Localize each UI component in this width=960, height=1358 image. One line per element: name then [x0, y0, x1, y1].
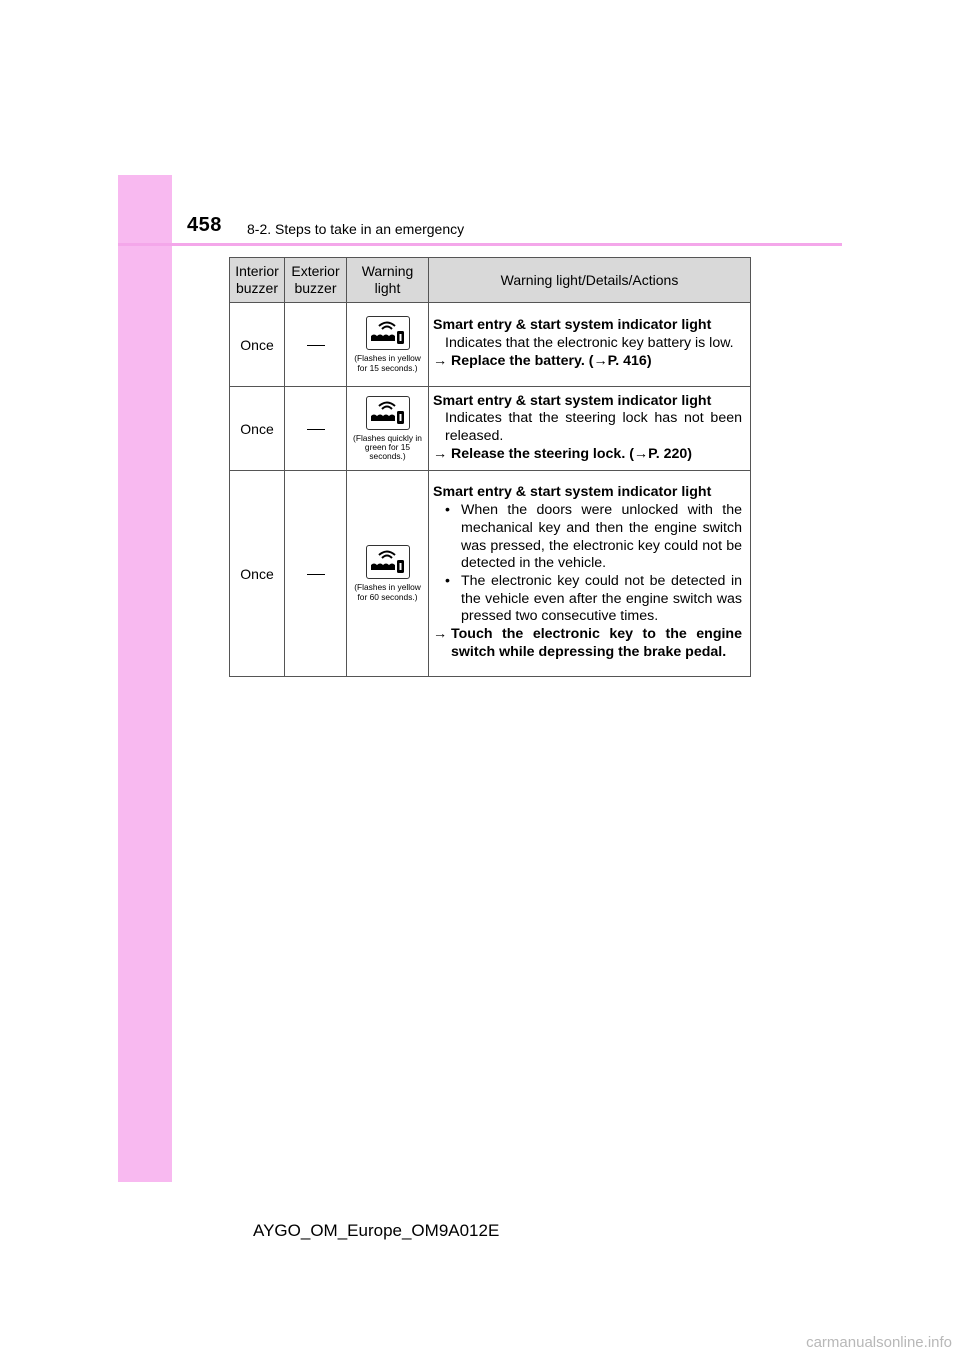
- action-line: [433, 446, 742, 464]
- action-line: [433, 626, 742, 661]
- header-rule: [118, 243, 842, 246]
- watermark: carmanualsonline.info: [806, 1334, 952, 1351]
- arrow-icon: →: [433, 626, 448, 643]
- smart-key-indicator-icon: [366, 316, 410, 350]
- action-text: Touch the electronic key to the engine switch while depressing the brake pedal.: [451, 626, 742, 660]
- interior-buzzer-value: Once: [230, 303, 285, 387]
- table-header-row: [230, 258, 751, 303]
- table-row: [230, 303, 751, 387]
- document-code: AYGO_OM_Europe_OM9A012E: [253, 1221, 500, 1240]
- condition-list: [433, 502, 742, 626]
- col-header-details: Warning light/Details/Actions: [429, 258, 751, 303]
- table-row: [230, 471, 751, 677]
- dash: [307, 574, 325, 575]
- action-text: Release the steering lock. (→P. 220): [451, 445, 693, 462]
- section-title: 8-2. Steps to take in an emergency: [247, 221, 465, 237]
- interior-buzzer-value: Once: [230, 471, 285, 677]
- list-item: [433, 502, 742, 573]
- flash-note: (Flashes in yellow for 60 seconds.): [354, 582, 421, 602]
- arrow-icon: →: [433, 445, 448, 462]
- side-tab-band: [118, 175, 172, 1182]
- warning-light-cell: [347, 471, 429, 677]
- detail-text: Indicates that the electronic key battery is low.: [445, 335, 734, 352]
- indicator-title: Smart entry & start system indicator light: [433, 484, 712, 501]
- warning-light-cell: [347, 387, 429, 471]
- bullet: •: [445, 573, 450, 589]
- indicator-title: Smart entry & start system indicator light: [433, 392, 712, 409]
- action-line: [433, 353, 742, 371]
- flash-note: (Flashes in yellow for 15 seconds.): [354, 353, 421, 373]
- dash: [307, 429, 325, 430]
- exterior-buzzer-value: [285, 471, 347, 677]
- details-cell: [429, 471, 751, 677]
- warning-table: [229, 257, 751, 677]
- col-header-exterior-buzzer: Exterior buzzer: [285, 258, 347, 303]
- details-cell: [429, 387, 751, 471]
- flash-note: (Flashes quickly in green for 15 seconds.): [353, 432, 422, 462]
- arrow-icon: →: [433, 352, 448, 369]
- detail-text: Indicates that the steering lock has not been released.: [445, 410, 742, 444]
- list-item-text: The electronic key could not be detected in the vehicle even after the engine switch was pressed two consecutive times.: [461, 573, 742, 625]
- smart-key-indicator-icon: [366, 396, 410, 430]
- exterior-buzzer-value: [285, 303, 347, 387]
- action-text: Replace the battery. (→P. 416): [451, 352, 652, 369]
- details-cell: [429, 303, 751, 387]
- page-number: 458: [187, 214, 222, 236]
- smart-key-indicator-icon: [366, 545, 410, 579]
- col-header-warning-light: Warning light: [347, 258, 429, 303]
- exterior-buzzer-value: [285, 387, 347, 471]
- indicator-title: Smart entry & start system indicator light: [433, 317, 712, 334]
- bullet: •: [445, 502, 450, 519]
- table-row: [230, 387, 751, 471]
- dash: [307, 345, 325, 346]
- list-item: [433, 573, 742, 626]
- interior-buzzer-value: Once: [230, 387, 285, 471]
- col-header-interior-buzzer: Interior buzzer: [230, 258, 285, 303]
- list-item-text: When the doors were unlocked with the mechanical key and then the engine switch was pressed, the electronic key could not be detected in the vehicle.: [461, 502, 742, 572]
- warning-light-cell: [347, 303, 429, 387]
